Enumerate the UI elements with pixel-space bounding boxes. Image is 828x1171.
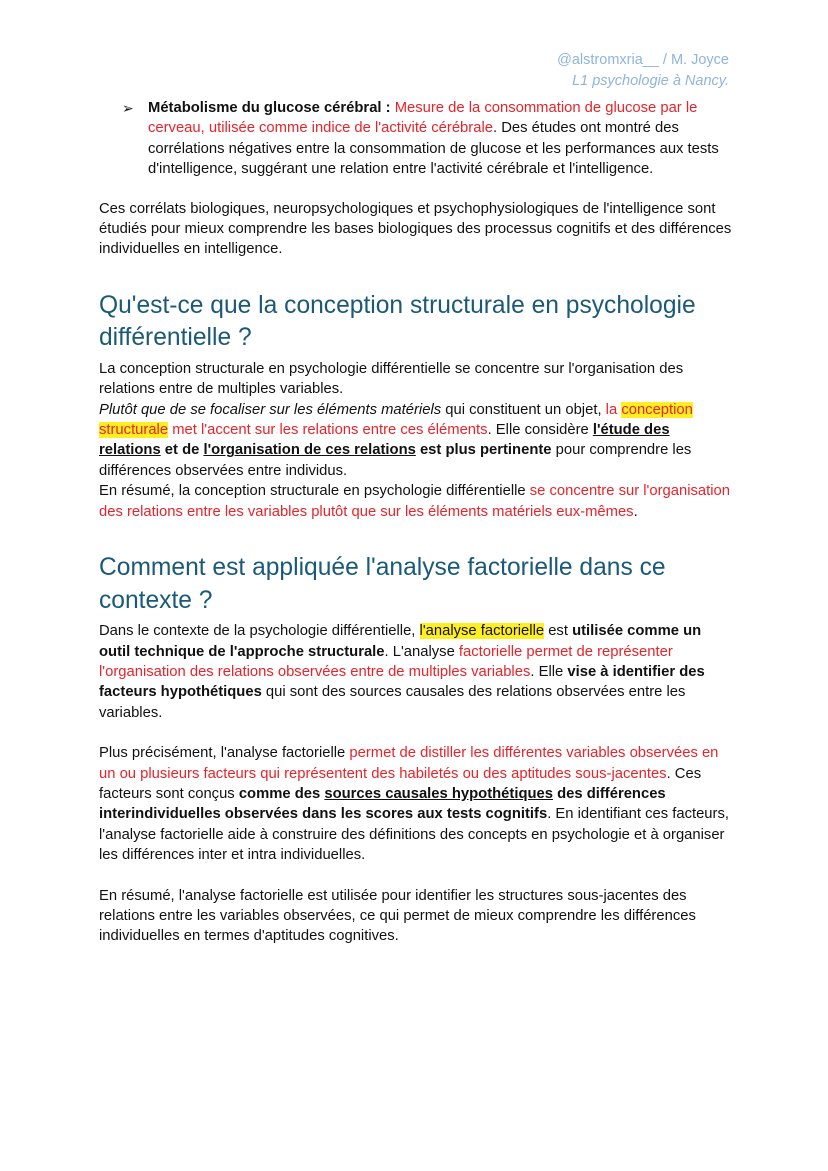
- red-text: se concentre sur l'organisation des relations entre les variables plutôt que sur les éléments matériels eux-mêmes: [99, 483, 730, 520]
- list-item-glucose: [99, 98, 733, 180]
- paragraph-spacer: [99, 866, 733, 886]
- red-text: met l'accent sur les relations entre ces éléments: [168, 422, 488, 439]
- bold-underlined-text: sources causales hypothétiques: [324, 785, 553, 802]
- text-run: . L'analyse: [384, 643, 459, 660]
- text-run: qui constituent un objet,: [441, 401, 606, 418]
- bold-text: et de: [160, 442, 204, 459]
- page-header: [557, 50, 729, 92]
- text-run: En résumé, la conception structurale en psychologie différentielle: [99, 483, 530, 500]
- text-run: . Elle: [530, 663, 568, 680]
- text-run: est: [544, 623, 573, 640]
- structural-paragraph-2: [99, 400, 733, 482]
- red-text: la: [605, 401, 622, 418]
- factor-paragraph-3: En résumé, l'analyse factorielle est utilisée pour identifier les structures sous-jacentes des relations entre les variables observées, ce qui permet de mieux comprendre les différences individuelles en termes d'aptitudes cognitives.: [99, 887, 696, 945]
- text-run: .: [633, 503, 638, 520]
- text-run: . Ces facteurs sont conçus: [99, 765, 702, 802]
- text-run: Dans le contexte de la psychologie différentielle,: [99, 623, 420, 640]
- red-text: permet de distiller les différentes variables observées en un ou plusieurs facteurs qui représentent des habiletés ou des aptitudes sous-jacentes: [99, 745, 719, 782]
- bold-text: est plus pertinente: [415, 442, 552, 459]
- text-run: pour comprendre les différences observées entre individus.: [99, 442, 692, 479]
- highlighted-text: conception structurale: [99, 401, 693, 439]
- bold-text: vise à identifier des facteurs hypothétiques: [99, 663, 705, 701]
- bold-underlined-text: l'organisation de ces relations: [203, 442, 416, 459]
- course-subtitle: L1 psychologie à Nancy.: [572, 73, 729, 89]
- text-run: Plus précisément, l'analyse factorielle: [99, 745, 350, 762]
- text-run: . En identifiant ces facteurs, l'analyse factorielle aide à construire des définitions des concepts en psychologie et à organiser les différences inter et intra individuelles.: [99, 806, 729, 864]
- section-heading-structural: Qu'est-ce que la conception structurale en psychologie différentielle ?: [99, 291, 696, 352]
- bold-text: des différences interindividuelles observées dans les scores aux tests cognitifs: [99, 785, 666, 823]
- bold-text: comme des: [238, 785, 325, 802]
- bullet-definition: Mesure de la consommation de glucose par le cerveau, utilisée comme indice de l'activité cérébrale: [148, 100, 698, 137]
- bold-underlined-text: l'étude des relations: [99, 422, 670, 459]
- italic-text: Plutôt que de se focaliser sur les éléments matériels: [99, 401, 442, 418]
- bullet-rest: . Des études ont montré des corrélations négatives entre la consommation de glucose et les performances aux tests d'intelligence, suggérant une relation entre l'activité cérébrale et l'intelligence.: [148, 120, 719, 178]
- author-credit: @alstromxria__ / M. Joyce: [557, 52, 729, 68]
- highlighted-text: l'analyse factorielle: [419, 623, 545, 640]
- arrow-bullet-icon: ➢: [122, 100, 134, 116]
- factor-paragraph-2: [99, 743, 733, 865]
- bold-text: utilisée comme un outil technique de l'approche structurale: [99, 623, 702, 660]
- structural-paragraph-1: La conception structurale en psychologie différentielle se concentre sur l'organisation des relations entre de multiples variables.: [99, 360, 684, 398]
- factor-paragraph-1: [99, 621, 733, 723]
- structural-paragraph-3: [99, 481, 733, 522]
- text-run: qui sont des sources causales des relations observées entre les variables.: [99, 684, 686, 721]
- paragraph-spacer: [99, 723, 733, 743]
- red-text: factorielle permet de représenter l'organisation des relations observées entre de multiples variables: [99, 643, 673, 680]
- text-run: . Elle considère: [487, 422, 593, 439]
- intro-paragraph: Ces corrélats biologiques, neuropsychologiques et psychophysiologiques de l'intelligence sont étudiés pour mieux comprendre les bases biologiques des processus cognitifs et des différences individuelles en intelligence.: [99, 200, 732, 258]
- section-heading-factor-analysis: Comment est appliquée l'analyse factorielle dans ce contexte ?: [99, 554, 666, 614]
- document-body: [99, 98, 733, 947]
- bullet-term: Métabolisme du glucose cérébral :: [148, 100, 395, 116]
